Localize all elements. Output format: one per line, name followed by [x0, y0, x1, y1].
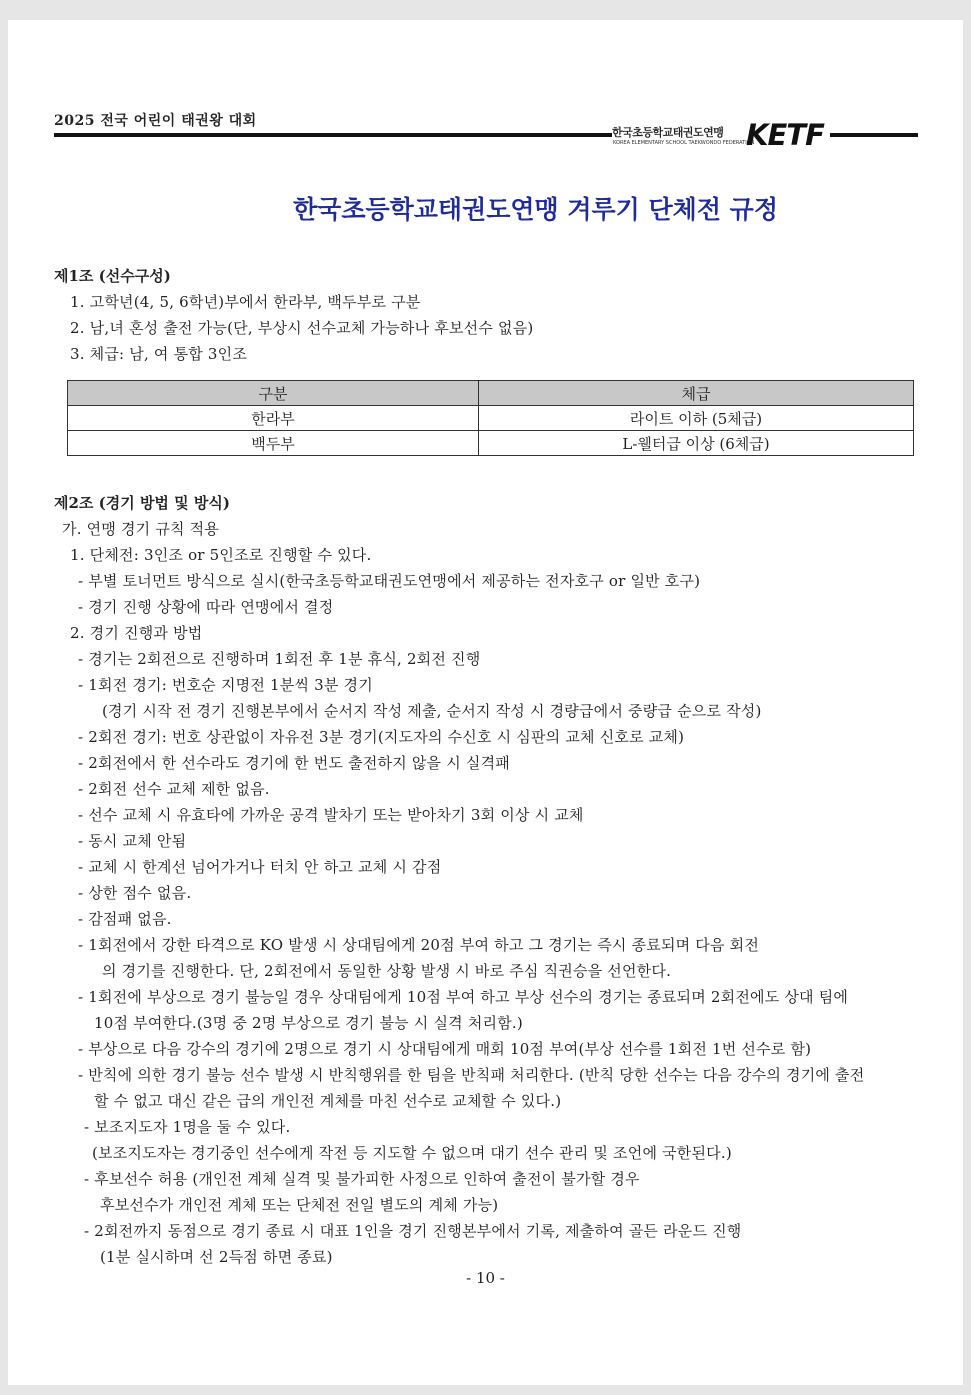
- article2-line: - 선수 교체 시 유효타에 가까운 공격 발차기 또는 받아차기 3회 이상 시 교체: [78, 806, 584, 824]
- document-page: [8, 20, 963, 1385]
- article2-line: 2. 경기 진행과 방법: [70, 624, 203, 642]
- article2-line: - 부상으로 다음 강수의 경기에 2명으로 경기 시 상대팀에게 매회 10점 부여(부상 선수를 1회전 1번 선수로 함): [78, 1040, 812, 1058]
- article2-line: - 후보선수 허용 (개인전 계체 실격 및 불가피한 사정으로 인하여 출전이 불가할 경우: [84, 1170, 640, 1188]
- article2-line: 후보선수가 개인전 계체 또는 단체전 전일 별도의 계체 가능): [100, 1196, 499, 1214]
- article2-line: 가. 연맹 경기 규칙 적용: [62, 520, 220, 538]
- article2-line: (보조지도자는 경기중인 선수에게 작전 등 지도할 수 없으며 대기 선수 관리 및 조언에 국한된다.): [92, 1144, 732, 1162]
- article2-line: - 보조지도자 1명을 둘 수 있다.: [84, 1118, 291, 1136]
- table-cell: 라이트 이하 (5체급): [479, 406, 914, 431]
- table-cell: 한라부: [68, 406, 479, 431]
- article2-line: - 2회전 경기: 번호 상관없이 자유전 3분 경기(지도자의 수신호 시 심판의 교체 신호로 교체): [78, 728, 685, 746]
- article2-line: 10점 부여한다.(3명 중 2명 부상으로 경기 불능 시 실격 처리함.): [94, 1014, 523, 1032]
- article2-line: - 동시 교체 안됨: [78, 832, 187, 850]
- header-rule-left: [54, 133, 612, 137]
- logo-english-text: KOREA ELEMENTARY SCHOOL TAEKWONDO FEDERATION: [613, 140, 755, 146]
- weight-class-table: [67, 380, 914, 456]
- logo-korean-text: 한국초등학교태권도연맹: [612, 126, 724, 139]
- page-number: - 10 -: [466, 1269, 505, 1287]
- event-title: 2025 전국 어린이 태권왕 대회: [54, 113, 257, 129]
- table-row: [68, 431, 914, 456]
- table-cell: L-웰터급 이상 (6체급): [479, 431, 914, 456]
- table-header-cell: 체급: [479, 381, 914, 406]
- article2-line: - 반칙에 의한 경기 불능 선수 발생 시 반칙행위를 한 팀을 반칙패 처리한다. (반칙 당한 선수는 다음 강수의 경기에 출전: [78, 1066, 865, 1084]
- article2-line: - 교체 시 한계선 넘어가거나 터치 안 하고 교체 시 감점: [78, 858, 442, 876]
- article1-item: 1. 고학년(4, 5, 6학년)부에서 한라부, 백두부로 구분: [70, 293, 421, 311]
- article2-line: - 2회전 선수 교체 제한 없음.: [78, 780, 270, 798]
- document-title: 한국초등학교태권도연맹 겨루기 단체전 규정: [293, 195, 778, 224]
- article2-line: 할 수 없고 대신 같은 급의 개인전 계체를 마친 선수로 교체할 수 있다.): [94, 1092, 562, 1110]
- article1-heading: 제1조 (선수구성): [54, 267, 171, 285]
- ketf-logo: [612, 118, 828, 152]
- table-row: [68, 406, 914, 431]
- table-header-cell: 구분: [68, 381, 479, 406]
- article2-heading: 제2조 (경기 방법 및 방식): [54, 494, 230, 512]
- article2-line: (1분 실시하며 선 2득점 하면 종료): [100, 1248, 333, 1266]
- article2-line: - 경기 진행 상황에 따라 연맹에서 결정: [78, 598, 334, 616]
- article2-line: - 부별 토너먼트 방식으로 실시(한국초등학교태권도연맹에서 제공하는 전자호구 or 일반 호구): [78, 572, 701, 590]
- article2-line: - 1회전 경기: 번호순 지명전 1분씩 3분 경기: [78, 676, 373, 694]
- article2-line: - 2회전에서 한 선수라도 경기에 한 번도 출전하지 않을 시 실격패: [78, 754, 510, 772]
- article1-item: 2. 남,녀 혼성 출전 가능(단, 부상시 선수교체 가능하나 후보선수 없음): [70, 319, 534, 337]
- article2-line: (경기 시작 전 경기 진행본부에서 순서지 작성 제출, 순서지 작성 시 경량급에서 중량급 순으로 작성): [102, 702, 762, 720]
- table-cell: 백두부: [68, 431, 479, 456]
- article2-line: - 경기는 2회전으로 진행하며 1회전 후 1분 휴식, 2회전 진행: [78, 650, 481, 668]
- article2-line: - 1회전에서 강한 타격으로 KO 발생 시 상대팀에게 20점 부여 하고 그 경기는 즉시 종료되며 다음 회전: [78, 936, 760, 954]
- article1-item: 3. 체급: 남, 여 통합 3인조: [70, 345, 248, 363]
- article2-line: - 상한 점수 없음.: [78, 884, 192, 902]
- article2-line: - 감점패 없음.: [78, 910, 172, 928]
- header-rule-right: [830, 133, 918, 137]
- article2-line: - 1회전에 부상으로 경기 불능일 경우 상대팀에게 10점 부여 하고 부상 선수의 경기는 종료되며 2회전에도 상대 팀에: [78, 988, 849, 1006]
- article2-line: 의 경기를 진행한다. 단, 2회전에서 동일한 상황 발생 시 바로 주심 직권승을 선언한다.: [102, 962, 672, 980]
- article2-line: - 2회전까지 동점으로 경기 종료 시 대표 1인을 경기 진행본부에서 기록, 제출하여 골든 라운드 진행: [84, 1222, 742, 1240]
- table-header-row: [68, 381, 914, 406]
- article2-line: 1. 단체전: 3인조 or 5인조로 진행할 수 있다.: [70, 546, 372, 564]
- logo-mark: KETF: [746, 118, 824, 152]
